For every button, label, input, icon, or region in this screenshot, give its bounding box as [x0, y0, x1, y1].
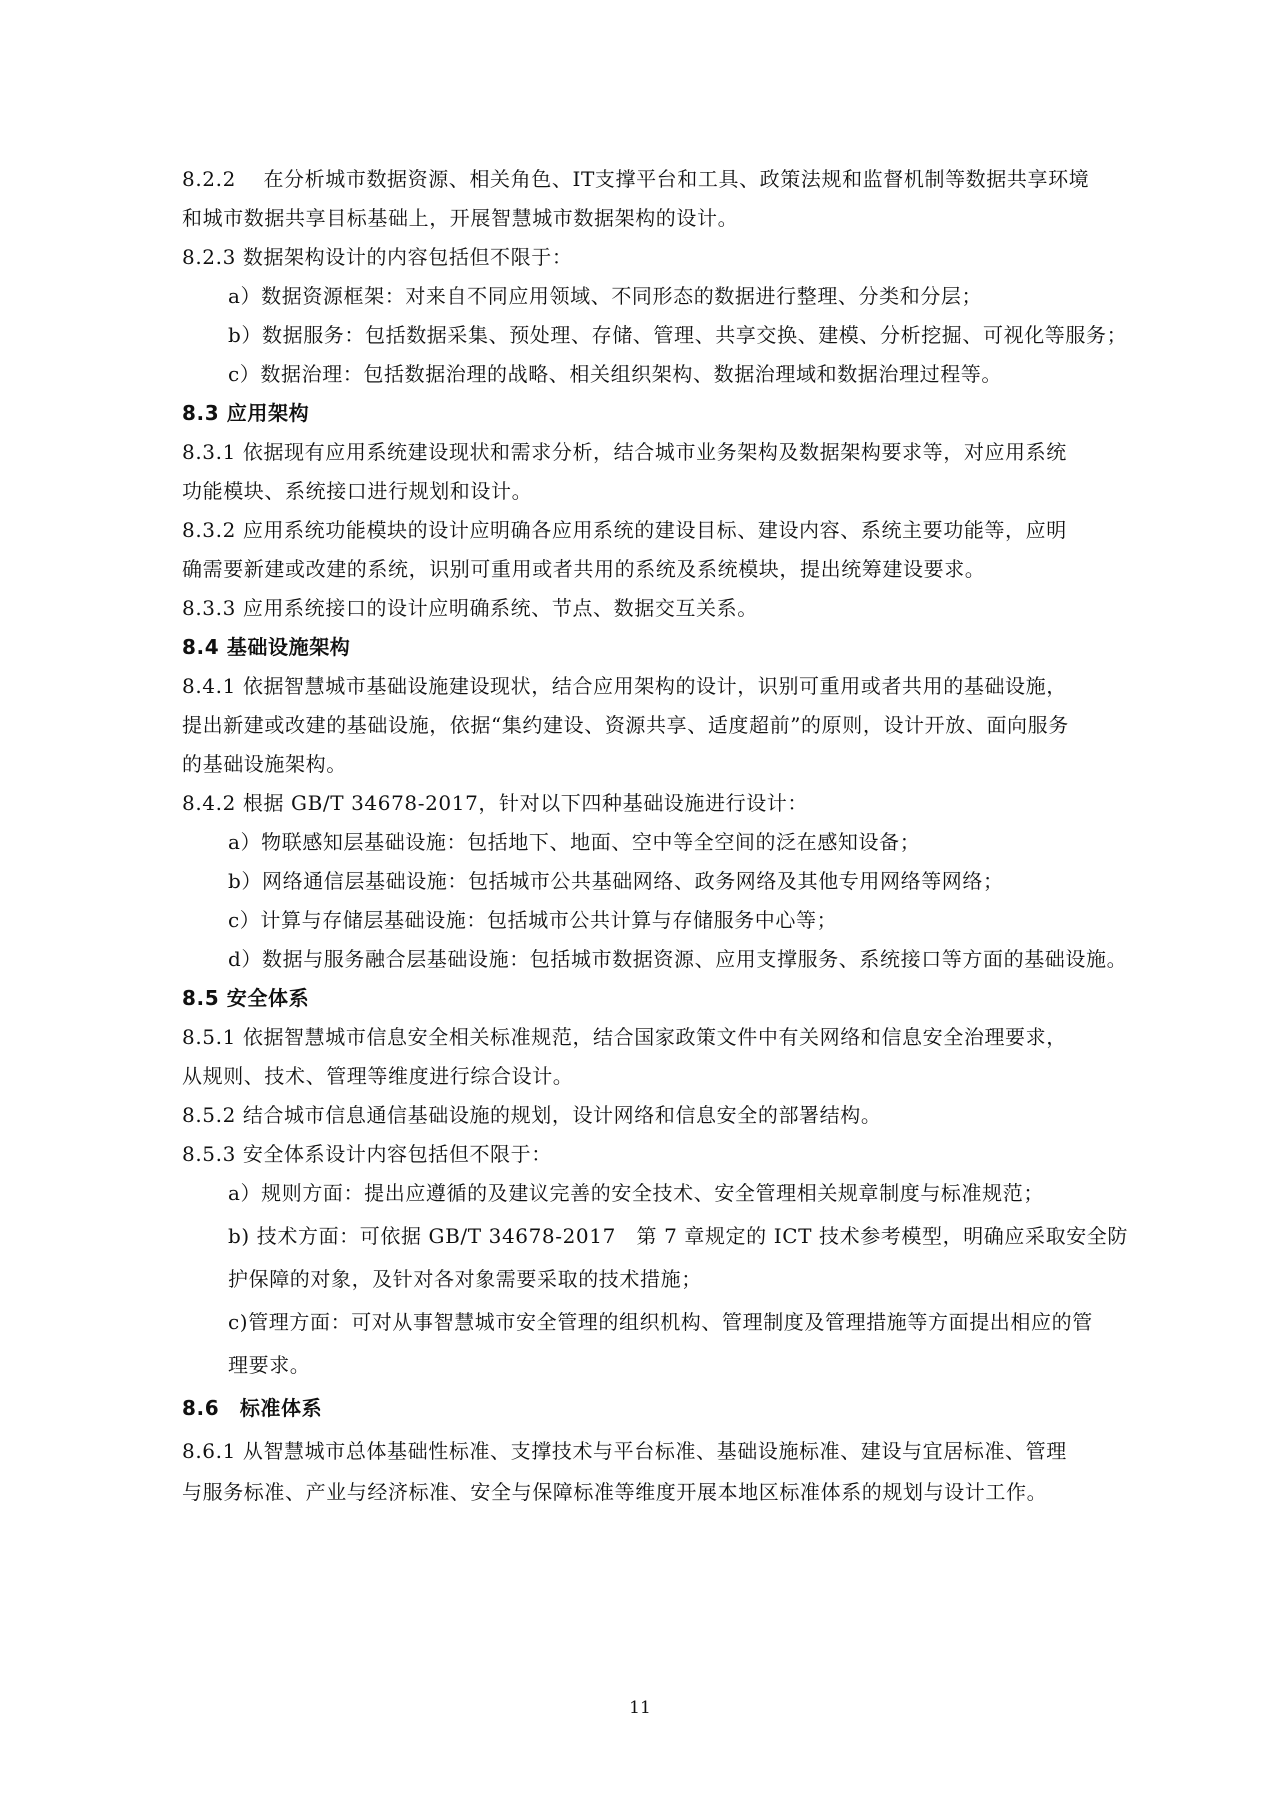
- clause-8-4-1-line-3: 的基础设施架构。: [182, 752, 347, 776]
- clause-8-5-3-item-b-line-2: 护保障的对象，及针对各对象需要采取的技术措施；: [228, 1267, 702, 1291]
- section-8-5-title: 8.5 安全体系: [182, 986, 310, 1010]
- clause-8-5-3: 8.5.3 安全体系设计内容包括但不限于：: [182, 1142, 552, 1166]
- section-8-4-title: 8.4 基础设施架构: [182, 635, 351, 659]
- clause-8-3-2-line-2: 确需要新建或改建的系统，识别可重用或者共用的系统及系统模块，提出统筹建设要求。: [182, 557, 986, 581]
- clause-8-4-1-line-1: 8.4.1 依据智慧城市基础设施建设现状，结合应用架构的设计，识别可重用或者共用的基础设施，: [182, 674, 1067, 698]
- clause-8-5-1-line-1: 8.5.1 依据智慧城市信息安全相关标准规范，结合国家政策文件中有关网络和信息安全治理要求，: [182, 1025, 1067, 1049]
- section-8-3-title: 8.3 应用架构: [182, 401, 310, 425]
- clause-8-5-3-item-b-line-1: b) 技术方面：可依据 GB/T 34678-2017 第 7 章规定的 ICT 技术参考模型，明确应采取安全防: [228, 1224, 1129, 1248]
- clause-8-3-3: 8.3.3 应用系统接口的设计应明确系统、节点、数据交互关系。: [182, 596, 758, 620]
- clause-8-2-3-item-a: a）数据资源框架：对来自不同应用领域、不同形态的数据进行整理、分类和分层；: [228, 284, 983, 308]
- clause-8-2-2-line-2: 和城市数据共享目标基础上，开展智慧城市数据架构的设计。: [182, 206, 739, 230]
- clause-8-6-1-line-1: 8.6.1 从智慧城市总体基础性标准、支撑技术与平台标准、基础设施标准、建设与宜居标准、管理: [182, 1439, 1067, 1463]
- clause-8-3-2-line-1: 8.3.2 应用系统功能模块的设计应明确各应用系统的建设目标、建设内容、系统主要功能等，应明: [182, 518, 1067, 542]
- clause-8-4-2-item-c: c）计算与存储层基础设施：包括城市公共计算与存储服务中心等；: [228, 908, 838, 932]
- clause-8-2-3-item-b: b）数据服务：包括数据采集、预处理、存储、管理、共享交换、建模、分析挖掘、可视化等服务；: [228, 323, 1128, 347]
- clause-8-4-2-item-a: a）物联感知层基础设施：包括地下、地面、空中等全空间的泛在感知设备；: [228, 830, 921, 854]
- clause-8-3-1-line-2: 功能模块、系统接口进行规划和设计。: [182, 479, 533, 503]
- clause-8-4-2-item-b: b）网络通信层基础设施：包括城市公共基础网络、政务网络及其他专用网络等网络；: [228, 869, 1004, 893]
- clause-8-5-1-line-2: 从规则、技术、管理等维度进行综合设计。: [182, 1064, 574, 1088]
- clause-8-2-3: 8.2.3 数据架构设计的内容包括但不限于：: [182, 245, 573, 269]
- clause-8-5-2: 8.5.2 结合城市信息通信基础设施的规划，设计网络和信息安全的部署结构。: [182, 1103, 882, 1127]
- clause-8-2-2-line-1: 8.2.2 在分析城市数据资源、相关角色、IT支撑平台和工具、政策法规和监督机制等数据共享环境: [182, 167, 1090, 191]
- clause-8-5-3-item-c-line-1: c)管理方面：可对从事智慧城市安全管理的组织机构、管理制度及管理措施等方面提出相应的管: [228, 1310, 1093, 1334]
- page-number: 11: [629, 1698, 651, 1718]
- clause-8-6-1-line-2: 与服务标准、产业与经济标准、安全与保障标准等维度开展本地区标准体系的规划与设计工作。: [182, 1480, 1048, 1504]
- section-8-6-title: 8.6 标准体系: [182, 1396, 323, 1420]
- clause-8-2-3-item-c: c）数据治理：包括数据治理的战略、相关组织架构、数据治理域和数据治理过程等。: [228, 362, 1003, 386]
- clause-8-4-2: 8.4.2 根据 GB/T 34678-2017，针对以下四种基础设施进行设计：: [182, 791, 808, 815]
- clause-8-5-3-item-a: a）规则方面：提出应遵循的及建议完善的安全技术、安全管理相关规章制度与标准规范；: [228, 1181, 1044, 1205]
- clause-8-4-1-line-2: 提出新建或改建的基础设施，依据“集约建设、资源共享、适度超前”的原则，设计开放、面向服务: [182, 713, 1069, 737]
- clause-8-3-1-line-1: 8.3.1 依据现有应用系统建设现状和需求分析，结合城市业务架构及数据架构要求等，对应用系统: [182, 440, 1067, 464]
- clause-8-4-2-item-d: d）数据与服务融合层基础设施：包括城市数据资源、应用支撑服务、系统接口等方面的基础设施。: [228, 947, 1128, 971]
- clause-8-5-3-item-c-line-2: 理要求。: [228, 1353, 311, 1377]
